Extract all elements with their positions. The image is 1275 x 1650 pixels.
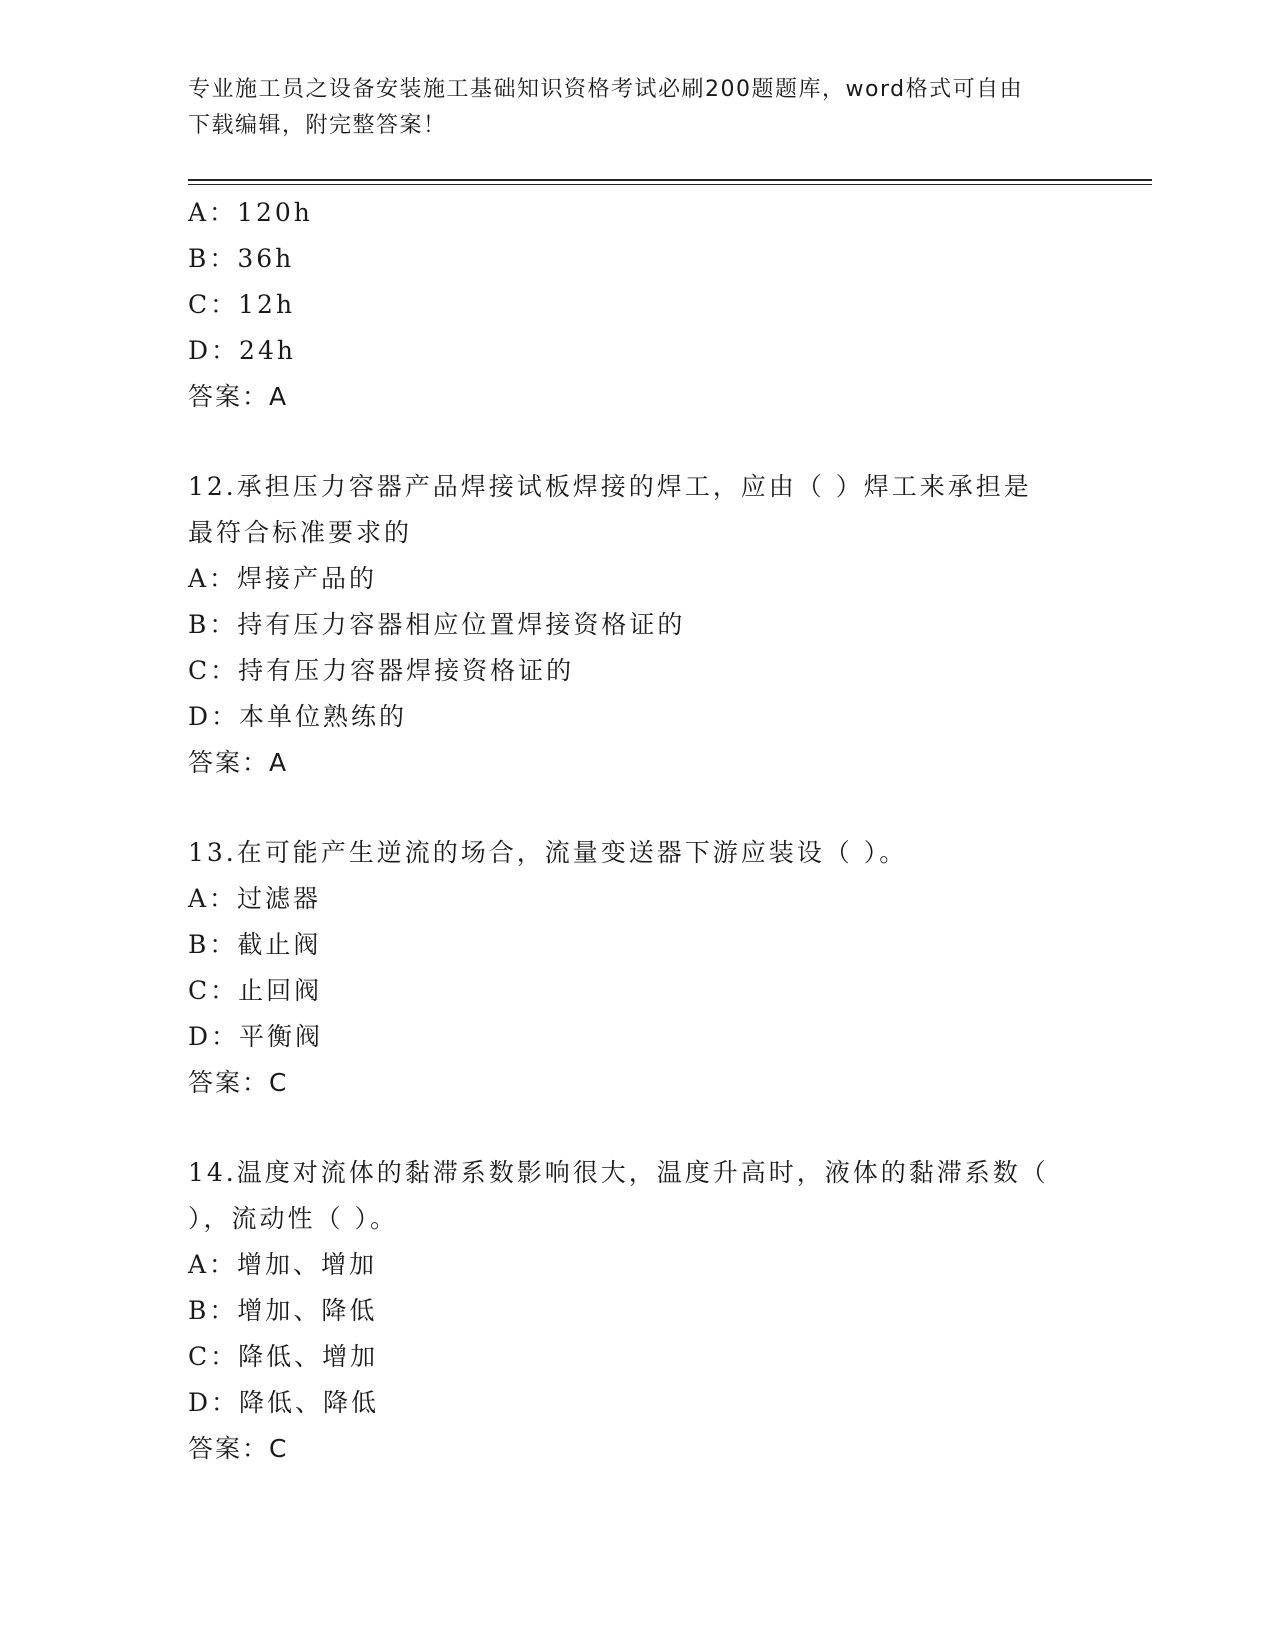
- question-stem-line-2: ），流动性（ ）。: [188, 1204, 398, 1233]
- header-divider-thick: [188, 179, 1152, 181]
- option-a: A：过滤器: [188, 884, 322, 913]
- answer-line: 答案：C: [188, 1434, 289, 1463]
- header-line-1: 专业施工员之设备安装施工基础知识资格考试必刷200题题库，word格式可自由: [188, 77, 1024, 102]
- option-a: A：增加、增加: [188, 1250, 378, 1279]
- answer-line: 答案：A: [188, 748, 289, 777]
- option-a: A：焊接产品的: [188, 564, 378, 593]
- question-14: [188, 1150, 1088, 1472]
- question-stem-line-1: 13.在可能产生逆流的场合，流量变送器下游应装设（ ）。: [188, 838, 908, 867]
- option-d: D：平衡阀: [188, 1022, 324, 1051]
- question-list: [188, 190, 1088, 1472]
- question-stem-line-1: 14.温度对流体的黏滞系数影响很大，温度升高时，液体的黏滞系数（: [188, 1158, 1049, 1187]
- header-divider-thin: [188, 184, 1152, 185]
- option-b: B：增加、降低: [188, 1296, 378, 1325]
- answer-line: 答案：C: [188, 1068, 289, 1097]
- question-13: [188, 830, 1088, 1106]
- document-header: [188, 72, 1088, 144]
- option-d: D：24h: [188, 336, 296, 365]
- header-line-2: 下载编辑，附完整答案！: [188, 113, 447, 138]
- answer-line: 答案：A: [188, 382, 289, 411]
- option-b: B：持有压力容器相应位置焊接资格证的: [188, 610, 686, 639]
- option-c: C：降低、增加: [188, 1342, 379, 1371]
- option-c: C：持有压力容器焊接资格证的: [188, 656, 575, 685]
- question-11: [188, 190, 1088, 420]
- option-d: D：降低、降低: [188, 1388, 380, 1417]
- question-stem-line-2: 最符合标准要求的: [188, 518, 413, 547]
- option-d: D：本单位熟练的: [188, 702, 408, 731]
- option-a: A：120h: [188, 198, 313, 227]
- option-b: B：截止阀: [188, 930, 322, 959]
- option-c: C：止回阀: [188, 976, 323, 1005]
- question-stem-line-1: 12.承担压力容器产品焊接试板焊接的焊工，应由（ ）焊工来承担是: [188, 472, 1032, 501]
- question-12: [188, 464, 1088, 786]
- option-c: C：12h: [188, 290, 296, 319]
- option-b: B：36h: [188, 244, 295, 273]
